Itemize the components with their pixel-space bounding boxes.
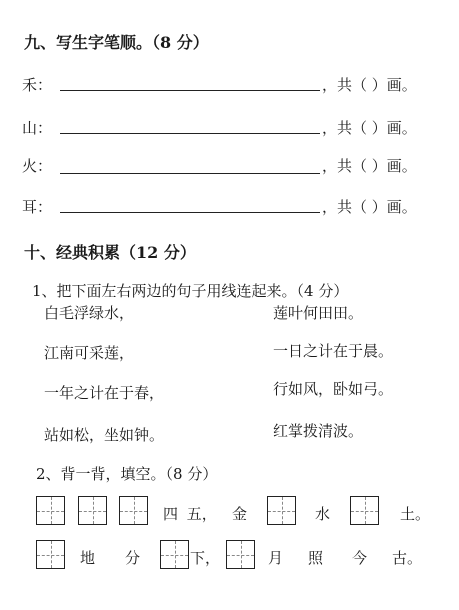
poem-text-zhao: 照 xyxy=(308,549,324,567)
poem-text-tu: 土。 xyxy=(400,505,431,523)
stroke-order-char-huo: 火： xyxy=(22,157,53,175)
stroke-count-er: ，共（ ）画。 xyxy=(322,198,417,216)
match-left-4[interactable]: 站如松，坐如钟。 xyxy=(44,426,165,444)
match-right-3[interactable]: 行如风，卧如弓。 xyxy=(273,380,394,398)
poem-text-yue: 月 xyxy=(268,549,284,567)
stroke-order-answer-line-shan[interactable] xyxy=(60,133,320,134)
stroke-order-answer-line-he[interactable] xyxy=(60,90,320,91)
stroke-order-char-shan: 山： xyxy=(22,119,53,137)
fill-box-2[interactable] xyxy=(78,496,107,525)
fill-box-3[interactable] xyxy=(119,496,148,525)
fill-box-7[interactable] xyxy=(160,540,189,569)
stroke-order-char-he: 禾： xyxy=(22,76,53,94)
match-right-1[interactable]: 莲叶何田田。 xyxy=(273,304,364,322)
fill-box-8[interactable] xyxy=(226,540,255,569)
match-right-2[interactable]: 一日之计在于晨。 xyxy=(273,342,394,360)
fill-box-4[interactable] xyxy=(267,496,296,525)
poem-text-si-wu: 四 五， xyxy=(163,505,217,523)
match-left-3[interactable]: 一年之计在于春， xyxy=(44,384,165,402)
section-9-title: 九、写生字笔顺。（8 分） xyxy=(24,33,209,52)
stroke-order-answer-line-er[interactable] xyxy=(60,212,320,213)
fill-box-5[interactable] xyxy=(350,496,379,525)
poem-text-gu: 古。 xyxy=(392,549,423,567)
match-left-1[interactable]: 白毛浮绿水， xyxy=(44,304,135,322)
section-10-title: 十、经典积累（12 分） xyxy=(24,243,196,262)
poem-text-shui: 水 xyxy=(315,505,331,523)
stroke-count-shan: ，共（ ）画。 xyxy=(322,119,417,137)
poem-text-xia: 下， xyxy=(190,549,221,567)
question-2-prompt: 2、背一背，填空。（8 分） xyxy=(36,465,218,483)
stroke-count-huo: ，共（ ）画。 xyxy=(322,157,417,175)
poem-text-di: 地 xyxy=(80,549,96,567)
stroke-order-char-er: 耳： xyxy=(22,198,53,216)
stroke-order-answer-line-huo[interactable] xyxy=(60,173,320,174)
fill-box-1[interactable] xyxy=(36,496,65,525)
match-left-2[interactable]: 江南可采莲， xyxy=(44,344,135,362)
stroke-count-he: ，共（ ）画。 xyxy=(322,76,417,94)
fill-box-6[interactable] xyxy=(36,540,65,569)
poem-text-fen: 分 xyxy=(125,549,141,567)
match-right-4[interactable]: 红掌拨清波。 xyxy=(273,422,364,440)
poem-text-jin: 金 xyxy=(232,505,248,523)
poem-text-jin-today: 今 xyxy=(352,549,368,567)
question-1-prompt: 1、把下面左右两边的句子用线连起来。（4 分） xyxy=(32,282,349,300)
